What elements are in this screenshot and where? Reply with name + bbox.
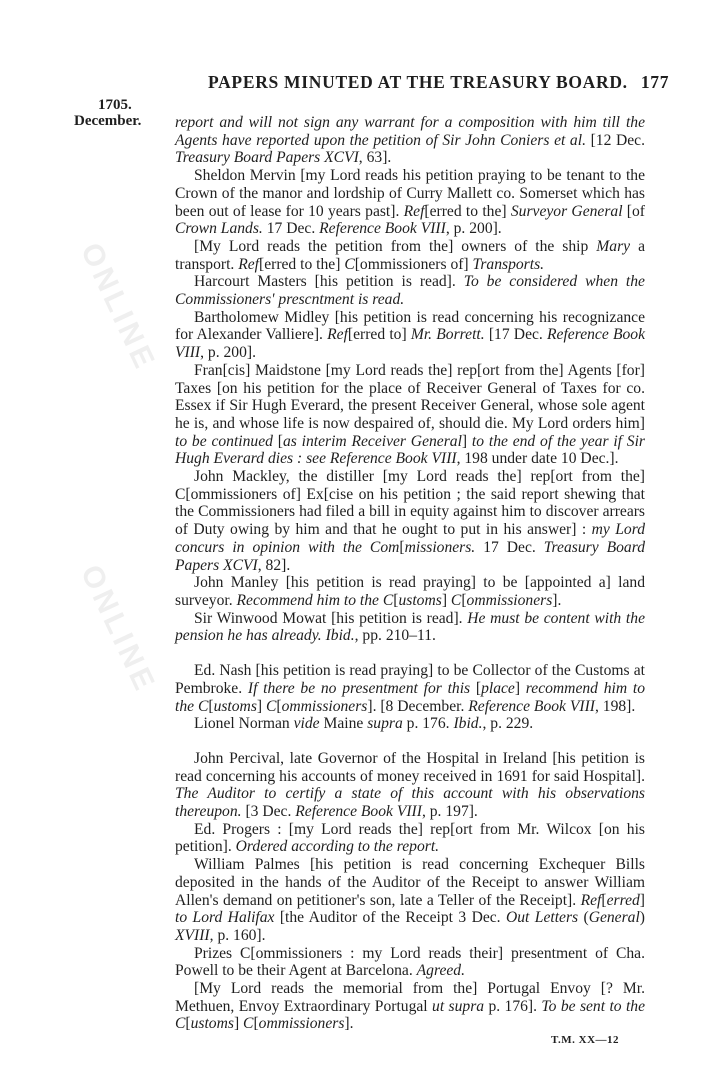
text-segment: [erred to the] [259, 255, 345, 273]
entry-paragraph [175, 610, 645, 645]
italic-text-segment: Ibid. [325, 627, 355, 645]
text-segment: [ [461, 591, 467, 609]
text-segment: [ [393, 591, 399, 609]
entry-paragraph [175, 715, 645, 733]
entry-paragraph [175, 362, 645, 468]
text-segment: ] [233, 1015, 244, 1033]
italic-text-segment: XVIII [175, 926, 210, 944]
italic-text-segment: If there be no presentment for this [247, 679, 471, 697]
text-segment: Bartholomew Midley [his petition is read concerning his recognizance for Alexander Valliere]. [175, 308, 645, 344]
italic-text-segment: as interim Receiver General [282, 432, 462, 450]
text-segment: [ [208, 697, 214, 715]
text-segment: Sheldon Mervin [my Lord reads his petition praying to be tenant to the Crown of the manor and lordship of Curry Mallett co. Somerset which has been out of lease for 10 years past]. [175, 167, 645, 220]
italic-text-segment: The Auditor to certify a state of this account with his observations thereupon. [175, 785, 645, 821]
entry-paragraph [175, 574, 645, 609]
entries-body [175, 114, 645, 1033]
italic-text-segment: Reference Book VIII [468, 697, 595, 715]
margin-month: December. [74, 113, 142, 129]
text-segment: , p. 200]. [445, 220, 502, 238]
italic-text-segment: Mr. Borrett. [410, 326, 485, 344]
text-segment: [ommissioners of] [354, 255, 473, 273]
page-number: 177 [640, 72, 670, 92]
italic-text-segment: He must be content with the pension he has already. [175, 609, 645, 645]
entry-paragraph [175, 238, 645, 273]
italic-text-segment: ustoms [213, 697, 257, 715]
text-segment: ] [441, 591, 451, 609]
text-segment: p. 176. [402, 715, 454, 733]
text-segment: 17 Dec. [475, 538, 544, 556]
entry-paragraph [175, 945, 645, 980]
text-segment: [My Lord reads the memorial from the] Portugal Envoy [? Mr. Methuen, Envoy Extraordinary Portugal [175, 980, 645, 1015]
italic-text-segment: supra [367, 715, 403, 733]
text-segment: [3 Dec. [241, 803, 296, 821]
entry-paragraph [175, 980, 645, 1033]
italic-text-segment: ustoms [190, 1015, 234, 1033]
entry-paragraph [175, 167, 645, 238]
text-segment: , p. 229. [482, 715, 534, 733]
text-segment: ] [461, 432, 472, 450]
italic-text-segment: C [243, 1015, 254, 1033]
italic-text-segment: C [344, 255, 355, 273]
text-segment: [12 Dec. [585, 131, 645, 149]
text-segment: [erred to the] [424, 202, 511, 220]
text-segment: [erred to] [347, 326, 411, 344]
text-segment: 17 Dec. [262, 220, 320, 238]
text-segment: , p. 197]. [421, 803, 478, 821]
italic-text-segment: Ref [403, 202, 425, 220]
entry-paragraph [175, 821, 645, 856]
entry-paragraph [175, 273, 645, 308]
running-title: PAPERS MINUTED AT THE TREASURY BOARD. [208, 72, 628, 92]
entry-paragraph [175, 662, 645, 715]
text-segment: ] [514, 679, 526, 697]
entry-paragraph [175, 856, 645, 945]
text-segment: Fran[cis] Maidstone [my Lord reads the] rep[ort from the] Agents [for] Taxes [on his petition for the place of Receiver General of Taxes for co. Essex if Sir Hugh Everard, the present Receiver General, whose sole agent he is, and whose life is now despaired of, should die. My Lord orders him] [175, 361, 645, 432]
italic-text-segment: General [588, 909, 640, 927]
text-segment: ]. [8 December. [367, 697, 469, 715]
entry-paragraph [175, 114, 645, 167]
text-segment: Harcourt Masters [his petition is read]. [194, 273, 464, 291]
text-segment: Ed. Progers : [my Lord reads the] rep[ort from Mr. Wilcox [on his petition]. [175, 820, 645, 856]
italic-text-segment: ustoms [398, 591, 442, 609]
italic-text-segment: Treasury Board Papers XCVI [175, 538, 645, 574]
margin-year: 1705. [98, 97, 132, 113]
text-segment: , pp. 210–11. [354, 627, 436, 645]
italic-text-segment: ommissioners [258, 1015, 345, 1033]
text-segment: [ [272, 432, 283, 450]
italic-text-segment: place [481, 679, 515, 697]
text-segment: , p. 160]. [209, 926, 266, 944]
italic-text-segment: Reference Book VIII [295, 803, 422, 821]
text-segment: , 63]. [358, 149, 392, 167]
italic-text-segment: Surveyor General [510, 202, 623, 220]
signature-mark: T.M. XX—12 [551, 1034, 620, 1046]
text-segment: , 82]. [257, 556, 291, 574]
watermark-text: ONLINE [74, 238, 163, 377]
text-segment: Lionel Norman [194, 715, 294, 733]
italic-text-segment: Out Letters [505, 909, 579, 927]
entry-paragraph [175, 468, 645, 574]
text-segment: ( [578, 909, 589, 927]
italic-text-segment: To be considered when the Commissioners' prescntment is read. [175, 273, 645, 309]
text-segment: ] [256, 697, 266, 715]
text-segment: [ [185, 1015, 191, 1033]
text-segment: p. 176]. [484, 997, 542, 1015]
text-segment: Ed. Nash [his petition is read praying] to be Collector of the Customs at Pembroke. [175, 662, 645, 697]
italic-text-segment: ommissioners [466, 591, 553, 609]
italic-text-segment: ut supra [432, 997, 485, 1015]
italic-text-segment: Crown Lands. [175, 220, 263, 238]
italic-text-segment: Reference Book VIII [175, 326, 645, 362]
entry-paragraph [175, 309, 645, 362]
text-segment: John Manley [his petition is read praying] to be [appointed a] land surveyor. [175, 574, 645, 609]
text-segment: ) [639, 909, 645, 927]
text-segment: [My Lord reads the petition from the] owners of the ship [194, 237, 597, 255]
italic-text-segment: C [265, 697, 277, 715]
watermark-text: ONLINE [74, 560, 163, 699]
italic-text-segment: Ordered according to the report. [235, 838, 440, 856]
italic-text-segment: to be continued [175, 432, 273, 450]
italic-text-segment: report and will not sign any warrant for a composition with him till the Agents have reported upon the petition of Sir John Coniers et al. [175, 114, 645, 149]
italic-text-segment: Agreed. [416, 962, 465, 980]
text-segment: ]. [344, 1015, 354, 1033]
text-segment: [ [253, 1015, 259, 1033]
italic-text-segment: Treasury Board Papers XCVI [175, 149, 359, 167]
entry-paragraph [175, 750, 645, 821]
text-segment: , 198]. [594, 697, 636, 715]
italic-text-segment: my Lord concurs in opinion with the Com [175, 521, 645, 556]
text-segment: John Percival, late Governor of the Hospital in Ireland [his petition is read concerning his accounts of money received in 1691 for said Hospital]. [175, 749, 645, 785]
italic-text-segment: Ibid. [453, 715, 483, 733]
italic-text-segment: Transports. [472, 255, 545, 273]
italic-text-segment: C [450, 591, 462, 609]
italic-text-segment: Mary [596, 237, 631, 255]
text-segment: William Palmes [his petition is read concerning Exchequer Bills deposited in the hands of the Auditor of the Receipt to answer William Allen's demand on petitioner's son, late a Teller of the Receipt]. [175, 856, 645, 909]
text-segment: [17 Dec. [484, 326, 548, 344]
text-segment: [the Auditor of the Receipt 3 Dec. [274, 909, 506, 927]
running-header [208, 72, 670, 93]
italic-text-segment: Reference Book VIII [319, 220, 446, 238]
text-segment: [ [470, 679, 482, 697]
italic-text-segment: ommissioners [281, 697, 368, 715]
text-segment: John Mackley, the distiller [my Lord reads the] rep[ort from the] C[ommissioners of] Ex[cise on his petition ; the said report shewing that the Commissioners had filed a bill in equity against him to discover arrears of Duty owing by him and that he ought to put in his answer] : [175, 468, 645, 539]
italic-text-segment: vide [293, 715, 320, 733]
italic-text-segment: erred [606, 891, 640, 909]
italic-text-segment: Ref [580, 891, 602, 909]
text-segment: ]. [552, 591, 562, 609]
italic-text-segment: To be sent to the C [175, 997, 646, 1033]
italic-text-segment: Recommend him to the C [236, 591, 394, 609]
italic-text-segment: to Lord Halifax [175, 909, 275, 927]
text-segment: , p. 200]. [200, 344, 256, 362]
text-segment: , 198 under date 10 Dec.]. [456, 450, 619, 468]
text-segment: a transport. [175, 237, 645, 273]
italic-text-segment: Ref [238, 255, 260, 273]
text-segment: Sir Winwood Mowat [his petition is read]. [194, 609, 468, 627]
text-segment: ] [639, 891, 645, 909]
italic-text-segment: to the end of the year if Sir Hugh Everard dies : see Reference Book VIII [175, 432, 645, 468]
italic-text-segment: missioners. [404, 538, 476, 556]
italic-text-segment: recommend him to the C [175, 679, 645, 715]
text-segment: [ [399, 538, 405, 556]
text-segment: [ [276, 697, 282, 715]
text-segment: Maine [319, 715, 368, 733]
text-segment: [ [601, 891, 607, 909]
text-segment: Prizes C[ommissioners : my Lord reads their] presentment of Cha. Powell to be their Agent at Barcelona. [175, 944, 645, 980]
italic-text-segment: Ref [327, 326, 348, 344]
text-segment: [of [622, 202, 645, 220]
